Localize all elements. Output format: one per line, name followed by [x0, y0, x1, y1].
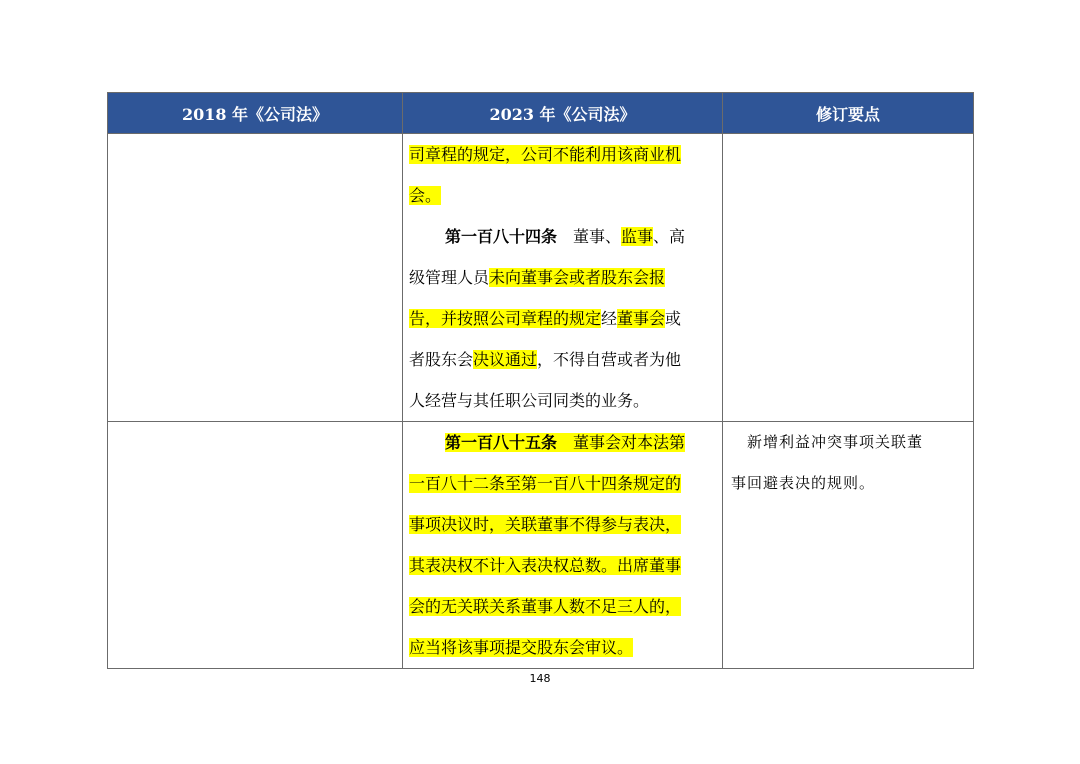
text-run: 或 [665, 309, 682, 328]
highlighted-text: 其表决权不计入表决权总数。出席董事 [409, 556, 682, 575]
text-line [409, 463, 716, 504]
text-run: 董事、 [557, 227, 622, 246]
text-line [409, 380, 716, 421]
highlighted-text: 应当将该事项提交股东会审议。 [409, 638, 634, 657]
revision-note-line: 新增利益冲突事项关联董 [731, 433, 924, 451]
text-line [409, 339, 716, 380]
text-line [409, 504, 716, 545]
revision-note-line: 事回避表决的规则。 [731, 474, 876, 492]
highlighted-text: 告，并按照公司章程的规定 [409, 309, 602, 328]
cell-2023-law [403, 422, 723, 669]
header-2023-law: 2023 年《公司法》 [403, 93, 723, 134]
text-line [409, 298, 716, 339]
text-line [409, 586, 716, 627]
cell-revision-points [723, 422, 974, 669]
text-run: ，不得自营或者为他 [537, 350, 682, 369]
text-run: 、高 [653, 227, 686, 246]
page-number: 148 [529, 672, 551, 685]
comparison-table [107, 92, 974, 669]
header-2018-law: 2018 年《公司法》 [108, 93, 403, 134]
cell-revision-points [723, 134, 974, 422]
highlighted-text: 一百八十二条至第一百八十四条规定的 [409, 474, 682, 493]
text-run: 经 [601, 309, 618, 328]
cell-2023-law [403, 134, 723, 422]
text-line [409, 422, 716, 463]
highlighted-text: 决议通过 [473, 350, 538, 369]
text-run: 人经营与其任职公司同类的业务。 [409, 391, 650, 410]
text-line [409, 175, 716, 216]
header-revision-points: 修订要点 [723, 93, 974, 134]
text-run: 级管理人员 [409, 268, 490, 287]
table-row [108, 134, 974, 422]
table-row [108, 422, 974, 669]
highlighted-text: 未向董事会或者股东会报 [489, 268, 666, 287]
text-line [409, 627, 716, 668]
cell-revision-text [723, 422, 973, 504]
text-line [409, 134, 716, 175]
cell-2018-law [108, 422, 403, 669]
highlighted-text: 司章程的规定，公司不能利用该商业机 [409, 145, 682, 164]
text-run: 者股东会 [409, 350, 474, 369]
highlighted-text: 监事 [621, 227, 654, 246]
highlighted-text: 事项决议时，关联董事不得参与表决， [409, 515, 682, 534]
highlighted-text: 董事会对本法第 [557, 433, 686, 452]
cell-2023-text [403, 134, 722, 421]
table-header-row [108, 93, 974, 134]
cell-2018-law [108, 134, 403, 422]
highlighted-text: 会。 [409, 186, 442, 205]
text-line [409, 545, 716, 586]
cell-2023-text [403, 422, 722, 668]
highlighted-text: 会的无关联关系董事人数不足三人的， [409, 597, 682, 616]
text-run: 第一百八十四条 [445, 227, 558, 246]
highlighted-text: 董事会 [617, 309, 666, 328]
text-line [409, 216, 716, 257]
highlighted-text: 第一百八十五条 [445, 433, 558, 452]
text-line [409, 257, 716, 298]
